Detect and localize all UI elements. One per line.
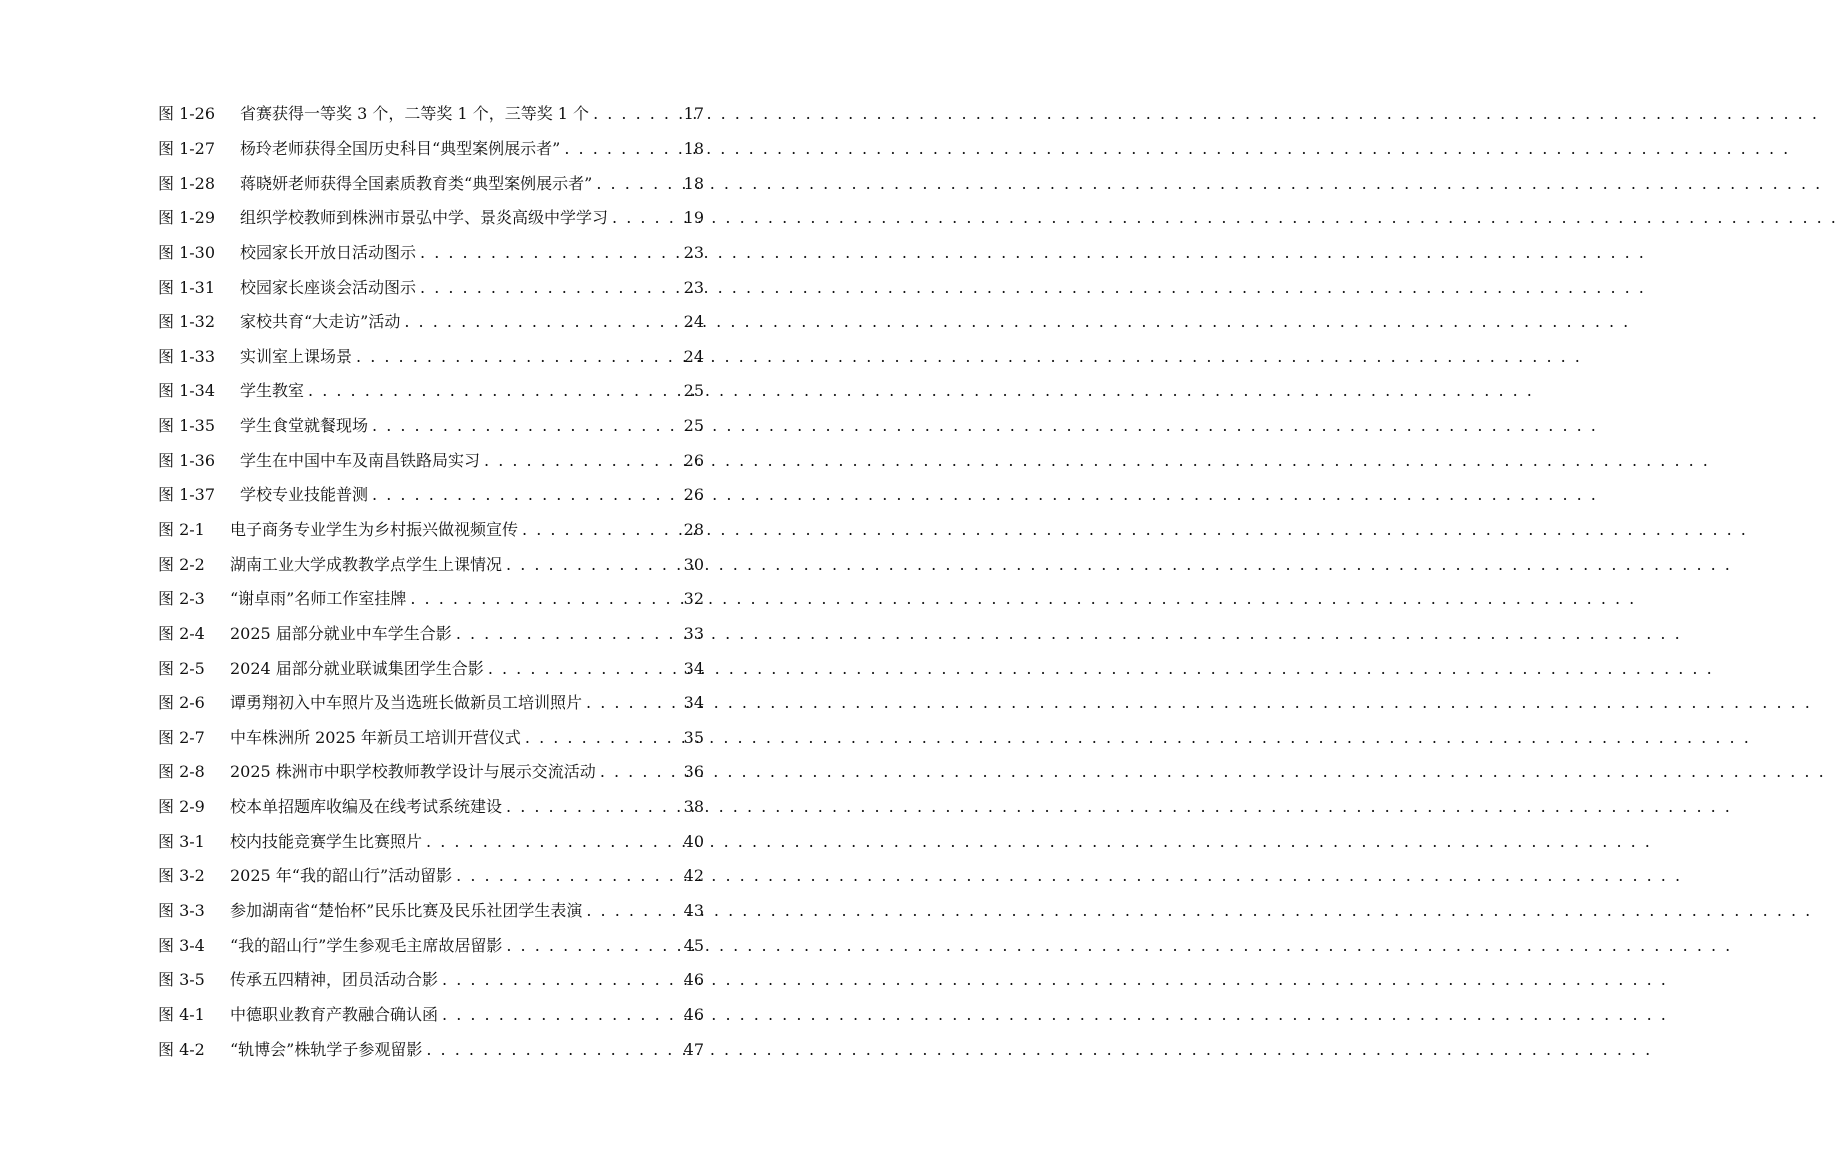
- figure-title: 谭勇翔初入中车照片及当选班长做新员工培训照片: [230, 693, 583, 713]
- page-number: 28: [683, 520, 704, 539]
- figure-number: 图 2-2: [158, 554, 205, 574]
- toc-entry[interactable]: [158, 339, 704, 374]
- figure-number: 图 1-26: [158, 104, 216, 124]
- toc-entry[interactable]: [158, 894, 704, 929]
- figure-title: 组织学校教师到株洲市景弘中学、景炎高级中学学习: [240, 208, 609, 228]
- dot-leader: [596, 762, 682, 782]
- figure-number: 图 1-33: [158, 346, 216, 366]
- dot-leader: [416, 278, 682, 298]
- figure-number: 图 1-29: [158, 208, 216, 228]
- figure-title: “轨博会”株轨学子参观留影: [230, 1039, 423, 1059]
- figure-title: 学生在中国中车及南昌铁路局实习: [240, 450, 481, 470]
- dot-leader: [502, 555, 682, 575]
- page-number: 18: [683, 138, 704, 158]
- page-number: 43: [683, 901, 704, 921]
- dot-leader: [422, 1040, 681, 1060]
- dot-leader: [416, 243, 682, 263]
- dot-leader: [592, 174, 681, 194]
- figure-number: 图 2-8: [158, 762, 205, 782]
- figure-title: 校园家长开放日活动图示: [240, 242, 417, 262]
- dot-leader: [438, 970, 682, 990]
- dot-leader: [452, 624, 682, 644]
- toc-entry[interactable]: [158, 513, 704, 548]
- figure-title: 参加湖南省“楚怡杯”民乐比赛及民乐社团学生表演: [230, 901, 583, 921]
- dot-leader: [480, 451, 682, 471]
- toc-entry[interactable]: [158, 1032, 704, 1067]
- dot-leader: [452, 866, 681, 886]
- page-number: 19: [683, 208, 704, 228]
- figure-number: 图 1-27: [158, 138, 216, 158]
- figure-title: 中车株洲所 2025 年新员工培训开营仪式: [230, 727, 521, 747]
- toc-entry[interactable]: [158, 547, 704, 582]
- figure-title: 家校共育“大走访”活动: [240, 312, 401, 332]
- toc-entry[interactable]: [158, 755, 704, 790]
- figure-title: 2025 届部分就业中车学生合影: [230, 623, 452, 643]
- figure-number: 图 3-4: [158, 935, 205, 955]
- dot-leader: [484, 659, 682, 679]
- page-number: 46: [683, 1004, 704, 1024]
- figure-number: 图 1-28: [158, 173, 216, 193]
- page-number: 34: [683, 693, 704, 713]
- figure-number: 图 2-9: [158, 797, 205, 817]
- figure-number: 图 2-4: [158, 623, 205, 643]
- figure-title: 2025 年“我的韶山行”活动留影: [230, 866, 453, 886]
- figure-number: 图 2-1: [158, 520, 205, 539]
- figure-title: 校内技能竞赛学生比赛照片: [230, 831, 423, 851]
- toc-entry[interactable]: [158, 824, 704, 859]
- page-number: 42: [683, 866, 704, 886]
- figure-number: 图 1-34: [158, 381, 216, 401]
- page-number: 24: [683, 346, 704, 366]
- dot-leader: [352, 347, 682, 367]
- figure-title: 学生食堂就餐现场: [240, 416, 369, 436]
- page-number: 40: [683, 831, 704, 851]
- toc-entry[interactable]: [158, 651, 704, 686]
- figure-title: 湖南工业大学成教教学点学生上课情况: [230, 554, 503, 574]
- toc-entry[interactable]: [158, 270, 704, 305]
- figure-title: 校园家长座谈会活动图示: [240, 277, 417, 297]
- figure-title: “我的韶山行”学生参观毛主席故居留影: [230, 935, 503, 955]
- figure-number: 图 1-30: [158, 242, 216, 262]
- figure-number: 图 1-35: [158, 416, 216, 436]
- figure-title: 2025 株洲市中职学校教师教学设计与展示交流活动: [230, 762, 596, 782]
- toc-entry[interactable]: [158, 409, 704, 444]
- page-number: 25: [683, 381, 704, 401]
- figure-number: 图 1-32: [158, 312, 216, 332]
- figure-title: 校本单招题库收编及在线考试系统建设: [230, 797, 503, 817]
- figure-title: 杨玲老师获得全国历史科目“典型案例展示者”: [240, 138, 561, 158]
- page-number: 23: [683, 277, 704, 297]
- figure-number: 图 2-3: [158, 589, 205, 609]
- toc-entry[interactable]: [158, 132, 704, 167]
- figure-title: 电子商务专业学生为乡村振兴做视频宣传: [230, 520, 519, 539]
- figure-title: “谢卓雨”名师工作室挂牌: [230, 589, 407, 609]
- toc-entry[interactable]: [158, 97, 704, 132]
- figure-number: 图 3-5: [158, 970, 205, 990]
- toc-entry[interactable]: [158, 998, 704, 1033]
- dot-leader: [518, 520, 682, 540]
- dot-leader: [368, 416, 682, 436]
- dot-leader: [502, 797, 682, 817]
- figure-number: 图 4-2: [158, 1039, 205, 1059]
- toc-entry[interactable]: [158, 582, 704, 617]
- page-number: 38: [683, 797, 704, 817]
- dot-leader: [521, 728, 682, 748]
- figure-title: 学生教室: [240, 381, 305, 401]
- dot-leader: [406, 589, 681, 609]
- toc-entry[interactable]: [158, 790, 704, 825]
- figure-title: 学校专业技能普测: [240, 485, 369, 505]
- page-number: 25: [683, 416, 704, 436]
- dot-leader: [589, 104, 682, 124]
- figure-list: [158, 97, 704, 1067]
- page-number: 23: [683, 242, 704, 262]
- page-number: 24: [683, 312, 704, 332]
- dot-leader: [502, 936, 681, 956]
- figure-number: 图 3-2: [158, 866, 205, 886]
- page-number: 36: [683, 762, 704, 782]
- figure-title: 传承五四精神，团员活动合影: [230, 970, 439, 990]
- page-number: 46: [683, 970, 704, 990]
- figure-number: 图 2-6: [158, 693, 205, 713]
- toc-entry[interactable]: [158, 928, 704, 963]
- toc-entry[interactable]: [158, 686, 704, 721]
- page-number: 47: [683, 1039, 704, 1059]
- figure-number: 图 1-36: [158, 450, 216, 470]
- dot-leader: [422, 832, 682, 852]
- dot-leader: [304, 381, 682, 401]
- dot-leader: [560, 139, 681, 159]
- figure-title: 实训室上课场景: [240, 346, 353, 366]
- figure-number: 图 4-1: [158, 1004, 205, 1024]
- toc-entry[interactable]: [158, 236, 704, 271]
- dot-leader: [400, 312, 681, 332]
- toc-entry[interactable]: [158, 963, 704, 998]
- dot-leader: [368, 485, 682, 505]
- dot-leader: [582, 693, 682, 713]
- figure-number: 图 1-37: [158, 485, 216, 505]
- dot-leader: [608, 208, 682, 228]
- figure-title: 中德职业教育产教融合确认函: [230, 1004, 439, 1024]
- page-number: 30: [683, 554, 704, 574]
- toc-entry[interactable]: [158, 721, 704, 756]
- toc-entry[interactable]: [158, 478, 704, 513]
- figure-number: 图 1-31: [158, 277, 216, 297]
- page-number: 17: [683, 104, 704, 124]
- figure-title: 蒋晓妍老师获得全国素质教育类“典型案例展示者”: [240, 173, 593, 193]
- figure-number: 图 3-1: [158, 831, 205, 851]
- page-number: 32: [683, 589, 704, 609]
- toc-entry[interactable]: [158, 201, 704, 236]
- page-number: 18: [683, 173, 704, 193]
- figure-title: 2024 届部分就业联诚集团学生合影: [230, 658, 484, 678]
- page-number: 33: [683, 623, 704, 643]
- toc-entry[interactable]: [158, 443, 704, 478]
- figure-number: 图 2-7: [158, 727, 205, 747]
- page-number: 34: [683, 658, 704, 678]
- dot-leader: [582, 901, 681, 921]
- figure-title: 省赛获得一等奖 3 个，二等奖 1 个，三等奖 1 个: [240, 104, 590, 124]
- toc-entry[interactable]: [158, 859, 704, 894]
- toc-entry[interactable]: [158, 374, 704, 409]
- toc-entry[interactable]: [158, 166, 704, 201]
- figure-number: 图 2-5: [158, 658, 205, 678]
- figure-number: 图 3-3: [158, 901, 205, 921]
- page-number: 45: [683, 935, 704, 955]
- dot-leader: [438, 1005, 682, 1025]
- toc-entry[interactable]: [158, 305, 704, 340]
- page-number: 26: [683, 485, 704, 505]
- page-number: 26: [683, 450, 704, 470]
- page-number: 35: [683, 727, 704, 747]
- toc-entry[interactable]: [158, 617, 704, 652]
